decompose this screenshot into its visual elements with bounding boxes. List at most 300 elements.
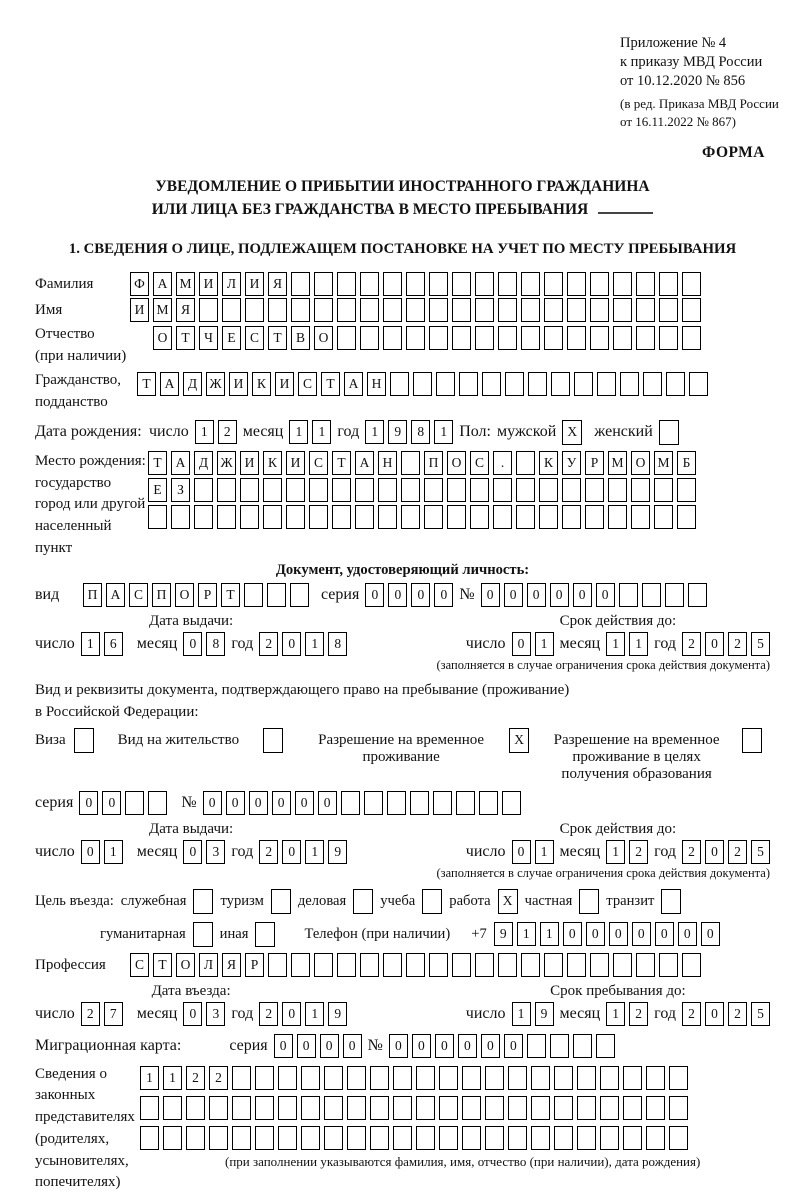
char-cell[interactable] [301,1096,320,1120]
char-cell[interactable] [148,791,167,815]
char-cell[interactable] [613,953,632,977]
char-cell[interactable] [447,505,466,529]
char-cell[interactable] [370,1066,389,1090]
char-cell[interactable]: Л [222,272,241,296]
char-cell[interactable]: 0 [434,583,453,607]
char-cell[interactable]: 0 [504,583,523,607]
char-cell[interactable]: 1 [606,1002,625,1026]
char-cell[interactable]: 2 [81,1002,100,1026]
char-cell[interactable]: И [130,298,149,322]
char-cell[interactable] [562,478,581,502]
char-cell[interactable]: 1 [305,840,324,864]
char-cell[interactable]: М [608,451,627,475]
char-cell[interactable] [186,1126,205,1150]
char-cell[interactable] [186,1096,205,1120]
char-cell[interactable] [597,372,616,396]
char-cell[interactable] [447,478,466,502]
char-cell[interactable] [600,1066,619,1090]
char-cell[interactable] [590,953,609,977]
char-cell[interactable] [600,1126,619,1150]
char-cell[interactable] [337,298,356,322]
char-cell[interactable] [360,326,379,350]
char-cell[interactable] [498,326,517,350]
char-cell[interactable] [636,326,655,350]
char-cell[interactable] [689,372,708,396]
char-cell[interactable]: 2 [728,1002,747,1026]
char-cell[interactable] [456,791,475,815]
char-cell[interactable] [209,1096,228,1120]
char-cell[interactable] [360,953,379,977]
char-cell[interactable]: 1 [312,420,331,444]
char-cell[interactable]: 0 [573,583,592,607]
char-cell[interactable] [654,478,673,502]
char-cell[interactable]: 0 [705,632,724,656]
char-cell[interactable] [217,505,236,529]
char-cell[interactable]: 1 [81,632,100,656]
char-cell[interactable]: 1 [289,420,308,444]
char-cell[interactable]: О [176,953,195,977]
char-cell[interactable] [682,298,701,322]
char-cell[interactable] [140,1096,159,1120]
char-cell[interactable]: 0 [550,583,569,607]
char-cell[interactable]: Н [367,372,386,396]
purpose-other-checkbox[interactable] [255,922,275,947]
char-cell[interactable]: 0 [388,583,407,607]
char-cell[interactable] [268,953,287,977]
char-cell[interactable] [232,1066,251,1090]
char-cell[interactable] [347,1096,366,1120]
sex-male-checkbox[interactable]: X [562,420,582,445]
char-cell[interactable]: 0 [512,632,531,656]
char-cell[interactable]: 0 [435,1034,454,1058]
char-cell[interactable]: 0 [705,840,724,864]
char-cell[interactable]: 9 [388,420,407,444]
char-cell[interactable] [255,1096,274,1120]
char-cell[interactable]: В [291,326,310,350]
char-cell[interactable] [516,451,535,475]
char-cell[interactable] [659,272,678,296]
char-cell[interactable] [539,505,558,529]
char-cell[interactable]: 1 [606,840,625,864]
char-cell[interactable]: 0 [295,791,314,815]
purpose-humanitarian-checkbox[interactable] [193,922,213,947]
temp-residence-edu-checkbox[interactable] [742,728,762,753]
char-cell[interactable] [429,326,448,350]
char-cell[interactable] [521,953,540,977]
char-cell[interactable]: 0 [249,791,268,815]
char-cell[interactable] [217,478,236,502]
char-cell[interactable] [401,505,420,529]
char-cell[interactable]: 0 [411,583,430,607]
char-cell[interactable] [370,1096,389,1120]
char-cell[interactable] [528,372,547,396]
char-cell[interactable]: 2 [629,840,648,864]
char-cell[interactable] [470,505,489,529]
char-cell[interactable] [544,326,563,350]
char-cell[interactable]: 0 [596,583,615,607]
char-cell[interactable] [383,953,402,977]
sex-female-checkbox[interactable] [659,420,679,445]
char-cell[interactable] [590,272,609,296]
char-cell[interactable]: И [240,451,259,475]
char-cell[interactable] [636,272,655,296]
purpose-transit-checkbox[interactable] [661,889,681,914]
char-cell[interactable]: К [263,451,282,475]
char-cell[interactable]: Д [183,372,202,396]
char-cell[interactable] [314,953,333,977]
char-cell[interactable] [337,272,356,296]
char-cell[interactable]: 2 [629,1002,648,1026]
char-cell[interactable] [562,505,581,529]
char-cell[interactable] [416,1096,435,1120]
char-cell[interactable]: 1 [434,420,453,444]
char-cell[interactable] [163,1126,182,1150]
char-cell[interactable]: С [245,326,264,350]
char-cell[interactable]: 0 [183,1002,202,1026]
char-cell[interactable] [424,478,443,502]
char-cell[interactable] [324,1126,343,1150]
char-cell[interactable] [268,298,287,322]
char-cell[interactable] [646,1096,665,1120]
char-cell[interactable]: С [129,583,148,607]
char-cell[interactable] [314,298,333,322]
char-cell[interactable] [429,298,448,322]
char-cell[interactable] [531,1096,550,1120]
char-cell[interactable] [290,583,309,607]
char-cell[interactable]: 2 [209,1066,228,1090]
char-cell[interactable] [199,298,218,322]
char-cell[interactable]: 8 [411,420,430,444]
char-cell[interactable] [505,372,524,396]
char-cell[interactable] [475,326,494,350]
char-cell[interactable] [470,478,489,502]
char-cell[interactable]: 0 [183,632,202,656]
char-cell[interactable]: 1 [365,420,384,444]
char-cell[interactable]: А [106,583,125,607]
char-cell[interactable]: О [153,326,172,350]
char-cell[interactable] [429,272,448,296]
char-cell[interactable] [608,505,627,529]
char-cell[interactable]: 8 [328,632,347,656]
char-cell[interactable]: Т [153,953,172,977]
char-cell[interactable]: Е [222,326,241,350]
char-cell[interactable] [682,326,701,350]
purpose-private-checkbox[interactable] [579,889,599,914]
char-cell[interactable]: О [447,451,466,475]
char-cell[interactable] [623,1096,642,1120]
char-cell[interactable] [669,1096,688,1120]
char-cell[interactable]: Т [268,326,287,350]
char-cell[interactable] [462,1126,481,1150]
char-cell[interactable]: 2 [728,632,747,656]
char-cell[interactable] [521,272,540,296]
char-cell[interactable]: 9 [328,840,347,864]
temp-residence-checkbox[interactable]: X [509,728,529,753]
char-cell[interactable]: 8 [206,632,225,656]
char-cell[interactable]: М [654,451,673,475]
char-cell[interactable]: О [631,451,650,475]
char-cell[interactable]: О [314,326,333,350]
char-cell[interactable]: 9 [328,1002,347,1026]
char-cell[interactable] [324,1096,343,1120]
purpose-work-checkbox[interactable]: X [498,889,518,914]
char-cell[interactable]: 0 [226,791,245,815]
char-cell[interactable] [485,1096,504,1120]
char-cell[interactable]: 0 [282,632,301,656]
char-cell[interactable]: . [493,451,512,475]
char-cell[interactable] [401,478,420,502]
char-cell[interactable]: 2 [682,840,701,864]
char-cell[interactable] [613,298,632,322]
char-cell[interactable] [413,372,432,396]
char-cell[interactable]: С [470,451,489,475]
char-cell[interactable] [383,326,402,350]
char-cell[interactable]: И [199,272,218,296]
char-cell[interactable] [378,505,397,529]
char-cell[interactable] [669,1066,688,1090]
char-cell[interactable] [642,583,661,607]
char-cell[interactable]: К [539,451,558,475]
char-cell[interactable] [585,505,604,529]
char-cell[interactable] [577,1096,596,1120]
char-cell[interactable] [355,478,374,502]
char-cell[interactable] [263,478,282,502]
char-cell[interactable]: 2 [259,840,278,864]
char-cell[interactable] [393,1096,412,1120]
char-cell[interactable]: Р [585,451,604,475]
char-cell[interactable]: 1 [535,632,554,656]
char-cell[interactable] [682,272,701,296]
char-cell[interactable] [341,791,360,815]
char-cell[interactable] [452,298,471,322]
char-cell[interactable] [401,451,420,475]
char-cell[interactable]: 3 [206,1002,225,1026]
char-cell[interactable]: Р [198,583,217,607]
char-cell[interactable] [567,272,586,296]
char-cell[interactable] [390,372,409,396]
char-cell[interactable] [508,1066,527,1090]
char-cell[interactable] [567,298,586,322]
char-cell[interactable] [619,583,638,607]
char-cell[interactable]: 0 [527,583,546,607]
char-cell[interactable] [433,791,452,815]
char-cell[interactable]: 0 [365,583,384,607]
char-cell[interactable]: Т [176,326,195,350]
char-cell[interactable]: 0 [282,840,301,864]
char-cell[interactable] [643,372,662,396]
char-cell[interactable]: 0 [481,1034,500,1058]
char-cell[interactable] [278,1066,297,1090]
char-cell[interactable] [459,372,478,396]
char-cell[interactable] [406,298,425,322]
char-cell[interactable] [508,1126,527,1150]
char-cell[interactable] [574,372,593,396]
char-cell[interactable] [416,1126,435,1150]
char-cell[interactable]: Я [176,298,195,322]
char-cell[interactable] [677,505,696,529]
residence-permit-checkbox[interactable] [263,728,283,753]
char-cell[interactable]: 5 [751,1002,770,1026]
char-cell[interactable] [475,298,494,322]
char-cell[interactable] [590,326,609,350]
char-cell[interactable] [554,1066,573,1090]
char-cell[interactable] [493,505,512,529]
char-cell[interactable]: 5 [751,632,770,656]
char-cell[interactable]: 2 [186,1066,205,1090]
char-cell[interactable] [393,1126,412,1150]
char-cell[interactable]: 0 [504,1034,523,1058]
char-cell[interactable] [620,372,639,396]
char-cell[interactable]: 1 [517,922,536,946]
char-cell[interactable]: 0 [678,922,697,946]
char-cell[interactable]: А [153,272,172,296]
char-cell[interactable] [291,953,310,977]
char-cell[interactable]: 0 [481,583,500,607]
char-cell[interactable]: С [309,451,328,475]
char-cell[interactable] [360,272,379,296]
char-cell[interactable] [240,505,259,529]
char-cell[interactable]: Т [221,583,240,607]
char-cell[interactable] [360,298,379,322]
char-cell[interactable] [209,1126,228,1150]
char-cell[interactable]: 0 [203,791,222,815]
char-cell[interactable]: 3 [206,840,225,864]
char-cell[interactable]: Я [222,953,241,977]
char-cell[interactable]: Ж [206,372,225,396]
char-cell[interactable] [485,1066,504,1090]
char-cell[interactable] [255,1126,274,1150]
char-cell[interactable] [278,1096,297,1120]
char-cell[interactable] [508,1096,527,1120]
char-cell[interactable] [631,478,650,502]
char-cell[interactable]: А [344,372,363,396]
char-cell[interactable] [424,505,443,529]
char-cell[interactable]: 1 [140,1066,159,1090]
char-cell[interactable]: 0 [563,922,582,946]
char-cell[interactable]: 0 [655,922,674,946]
char-cell[interactable] [383,272,402,296]
char-cell[interactable] [410,791,429,815]
char-cell[interactable]: 1 [629,632,648,656]
char-cell[interactable] [613,272,632,296]
char-cell[interactable] [387,791,406,815]
char-cell[interactable]: Д [194,451,213,475]
char-cell[interactable] [370,1126,389,1150]
char-cell[interactable] [654,505,673,529]
purpose-official-checkbox[interactable] [193,889,213,914]
char-cell[interactable] [544,298,563,322]
char-cell[interactable]: 1 [305,1002,324,1026]
char-cell[interactable] [600,1096,619,1120]
char-cell[interactable] [669,1126,688,1150]
char-cell[interactable] [554,1126,573,1150]
char-cell[interactable]: А [160,372,179,396]
char-cell[interactable]: 0 [102,791,121,815]
char-cell[interactable] [171,505,190,529]
char-cell[interactable] [416,1066,435,1090]
char-cell[interactable]: Р [245,953,264,977]
purpose-business-checkbox[interactable] [353,889,373,914]
char-cell[interactable] [608,478,627,502]
char-cell[interactable] [439,1066,458,1090]
char-cell[interactable] [665,583,684,607]
char-cell[interactable] [355,505,374,529]
char-cell[interactable] [452,272,471,296]
char-cell[interactable] [554,1096,573,1120]
char-cell[interactable]: Т [148,451,167,475]
char-cell[interactable] [636,953,655,977]
char-cell[interactable] [314,272,333,296]
char-cell[interactable] [332,478,351,502]
char-cell[interactable]: М [176,272,195,296]
char-cell[interactable] [544,272,563,296]
char-cell[interactable]: 0 [79,791,98,815]
char-cell[interactable]: 1 [535,840,554,864]
char-cell[interactable]: А [355,451,374,475]
char-cell[interactable]: Я [268,272,287,296]
char-cell[interactable] [244,583,263,607]
char-cell[interactable] [646,1066,665,1090]
char-cell[interactable]: 2 [259,632,278,656]
char-cell[interactable] [567,953,586,977]
char-cell[interactable] [255,1066,274,1090]
char-cell[interactable]: 2 [218,420,237,444]
visa-checkbox[interactable] [74,728,94,753]
char-cell[interactable] [631,505,650,529]
char-cell[interactable] [659,953,678,977]
char-cell[interactable] [550,1034,569,1058]
char-cell[interactable] [577,1066,596,1090]
char-cell[interactable]: 0 [705,1002,724,1026]
char-cell[interactable]: 0 [609,922,628,946]
char-cell[interactable] [677,478,696,502]
char-cell[interactable] [682,953,701,977]
char-cell[interactable] [232,1096,251,1120]
char-cell[interactable]: 0 [320,1034,339,1058]
char-cell[interactable]: С [130,953,149,977]
char-cell[interactable]: 2 [728,840,747,864]
char-cell[interactable]: 0 [297,1034,316,1058]
char-cell[interactable] [393,1066,412,1090]
char-cell[interactable] [623,1126,642,1150]
char-cell[interactable]: И [245,272,264,296]
char-cell[interactable] [567,326,586,350]
char-cell[interactable] [263,505,282,529]
char-cell[interactable]: 2 [259,1002,278,1026]
char-cell[interactable]: З [171,478,190,502]
char-cell[interactable]: О [175,583,194,607]
char-cell[interactable] [429,953,448,977]
char-cell[interactable] [531,1066,550,1090]
char-cell[interactable] [659,326,678,350]
char-cell[interactable]: Е [148,478,167,502]
char-cell[interactable]: С [298,372,317,396]
char-cell[interactable]: И [286,451,305,475]
char-cell[interactable] [482,372,501,396]
char-cell[interactable]: 0 [343,1034,362,1058]
char-cell[interactable]: Л [199,953,218,977]
char-cell[interactable] [462,1066,481,1090]
char-cell[interactable] [521,298,540,322]
char-cell[interactable] [125,791,144,815]
char-cell[interactable]: Б [677,451,696,475]
char-cell[interactable]: 0 [586,922,605,946]
char-cell[interactable] [516,505,535,529]
char-cell[interactable]: И [275,372,294,396]
char-cell[interactable]: 0 [81,840,100,864]
char-cell[interactable]: А [171,451,190,475]
char-cell[interactable]: П [152,583,171,607]
